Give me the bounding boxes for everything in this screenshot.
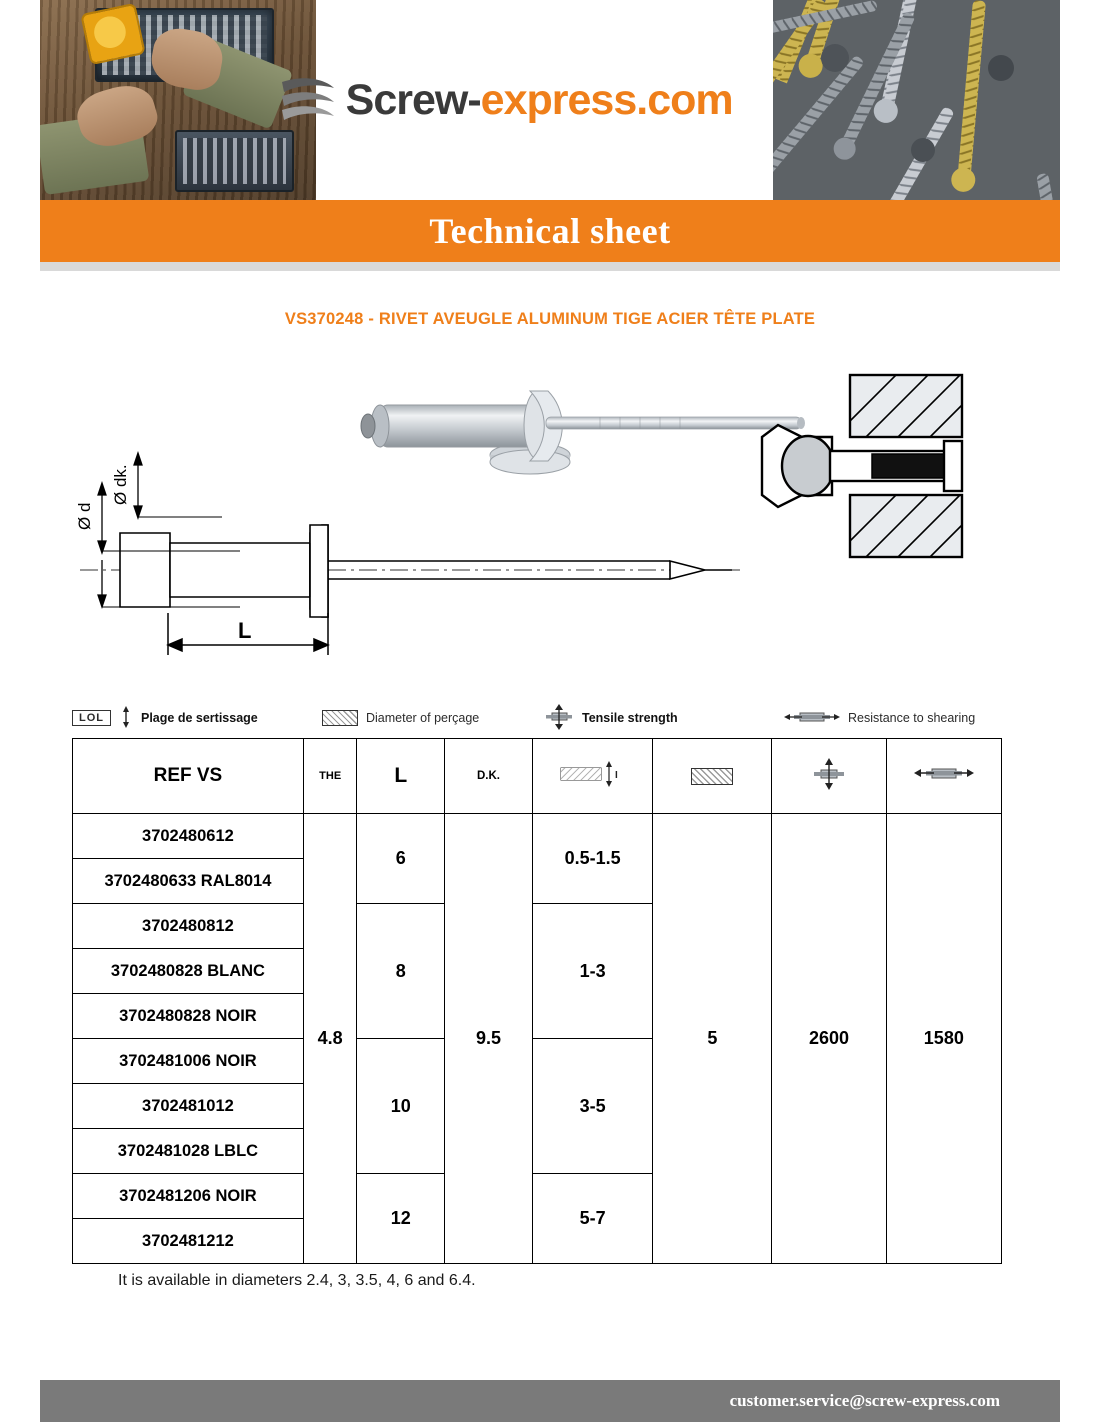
tensile-strength-icon [812,758,846,790]
cell-the: 4.8 [303,814,357,1264]
cell-length: 8 [357,904,445,1039]
col-header-ref: REF VS [73,739,304,814]
dimension-d [75,483,106,607]
page-title: VS370248 - RIVET AVEUGLE ALUMINUM TIGE ACIER TÊTE PLATE [284,310,816,328]
legend-row [72,700,1002,736]
logo-text-accent: express.com [480,75,733,124]
svg-text:I: I [614,770,618,781]
legend-item-2 [544,704,784,733]
cell-ref: 3702481212 [73,1219,304,1264]
legend-item-0 [72,706,322,731]
col-header-tensile [772,739,886,814]
svg-text:Ø dk.: Ø dk. [111,464,130,505]
footer-spacer [40,1362,1060,1380]
table-header [73,739,1002,814]
cell-ref: 3702480828 NOIR [73,994,304,1039]
logo-wordmark [346,76,733,125]
clamp-range-icon [559,759,627,789]
svg-text:Ø d: Ø d [75,502,94,530]
cell-clamp-range: 1-3 [532,904,652,1039]
technical-sheet-banner [40,200,1060,262]
cell-length: 6 [357,814,445,904]
rivet-3d-illustration [361,391,805,474]
cell-ref: 3702481006 NOIR [73,1039,304,1084]
col-header-l: L [357,739,445,814]
cell-shear: 1580 [886,814,1001,1264]
specifications-table [72,738,1002,1264]
col-header-the: THE [303,739,357,814]
shear-resistance-icon [914,761,974,787]
parts-tray-icon [175,130,294,192]
col-header-shear [886,739,1001,814]
cell-tensile: 2600 [772,814,886,1264]
cell-dk: 9.5 [445,814,533,1264]
logo-text-main: Screw- [345,75,481,124]
legend-item-1 [322,710,544,726]
hatch-swatch-icon [322,710,358,726]
product-drawing [60,355,1040,685]
cell-ref: 3702481206 NOIR [73,1174,304,1219]
cell-length: 10 [357,1039,445,1174]
banner-shadow [40,262,1060,271]
legend-item-3 [784,705,975,732]
rivet-technical-drawing [80,525,740,617]
legend-label-1: Diameter of perçage [366,711,480,725]
legend-label-3: Resistance to shearing [848,711,976,725]
joint-cross-section-illustration [762,375,962,557]
clamp-range-icon [119,706,133,731]
availability-note: It is available in diameters 2.4, 3, 3.5, 4, 6 and 6.4. [118,1272,476,1289]
banner-title: Technical sheet [429,211,671,251]
cell-ref: 3702480828 BLANC [73,949,304,994]
screw-express-logo-icon [276,72,338,128]
tensile-strength-icon [544,704,574,733]
legend-label-0: Plage de sertissage [141,711,258,725]
cell-hole-diameter: 5 [653,814,772,1264]
cell-ref: 3702480812 [73,904,304,949]
col-header-clamp-range [532,739,652,814]
cell-clamp-range: 3-5 [532,1039,652,1174]
cell-ref: 3702480633 RAL8014 [73,859,304,904]
legend-label-2: Tensile strength [582,711,678,725]
cell-clamp-range: 5-7 [532,1174,652,1264]
header-photo-right [773,0,1060,200]
screws-pile-illustration [773,0,1060,200]
col-header-dk: D.K. [445,739,533,814]
lol-badge-icon: LOL [72,710,111,726]
shear-resistance-icon [784,705,840,732]
svg-text:L: L [238,618,252,643]
table-header-row [73,739,1002,814]
dimension-L [168,613,328,655]
hole-diameter-icon [691,768,733,785]
col-header-hole-diameter [653,739,772,814]
page-footer [40,1380,1060,1422]
table-body [73,814,1002,1264]
cell-ref: 3702481028 LBLC [73,1129,304,1174]
cell-ref: 3702481012 [73,1084,304,1129]
cell-clamp-range: 0.5-1.5 [532,814,652,904]
cell-ref: 3702480612 [73,814,304,859]
footer-email[interactable]: customer.service@screw-express.com [729,1391,1000,1410]
header-photo-left [40,0,316,200]
page-header [40,0,1060,200]
cell-length: 12 [357,1174,445,1264]
logo-area [316,0,773,200]
table-row [73,814,1002,859]
